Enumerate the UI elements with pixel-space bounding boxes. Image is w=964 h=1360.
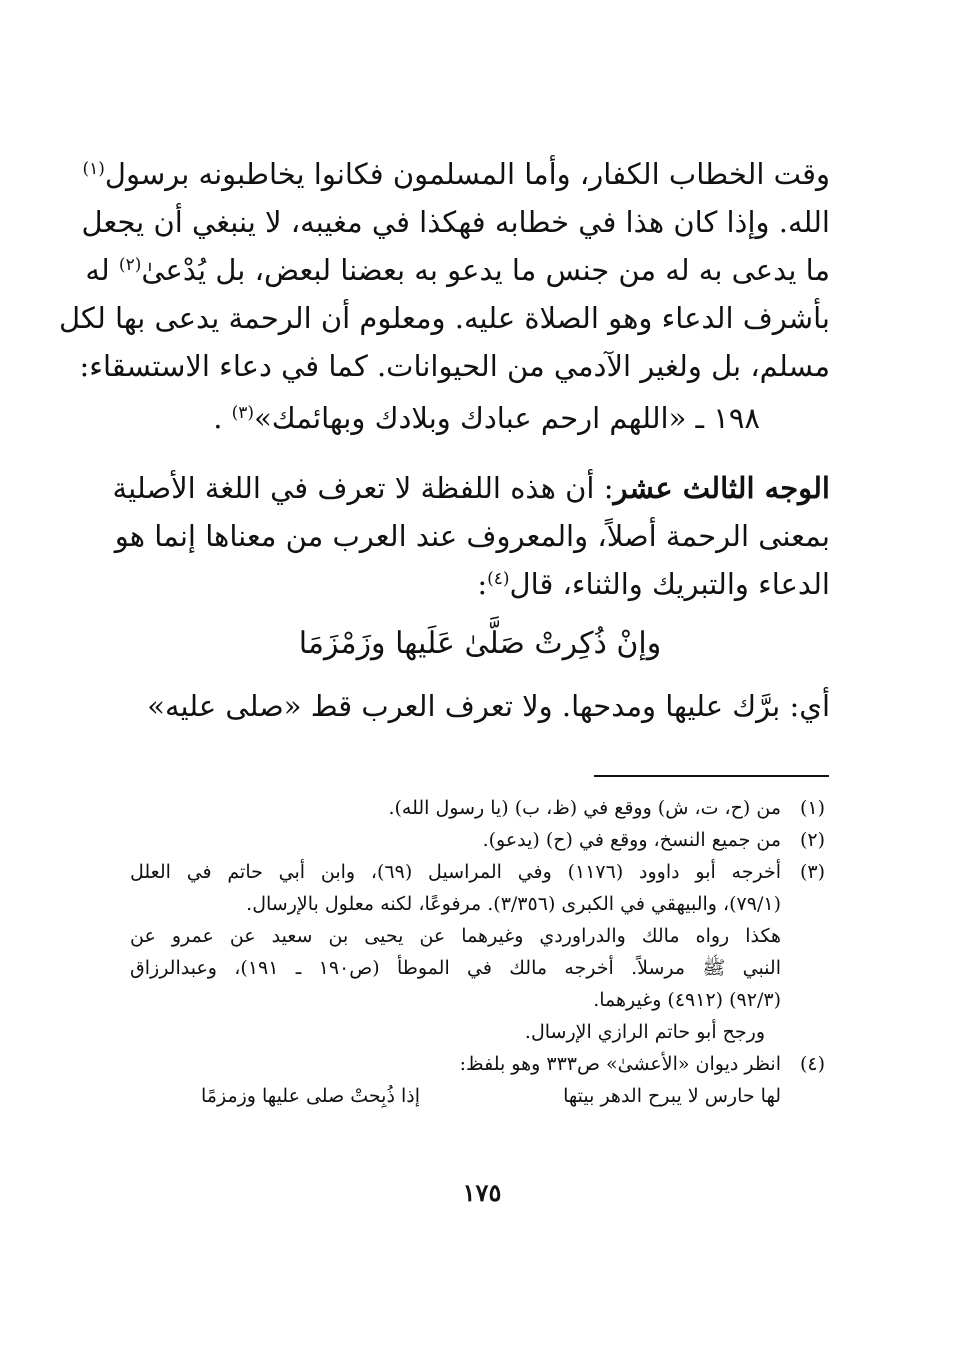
footnote-ref-2[interactable]: (٢) xyxy=(118,255,142,275)
text-segment: له xyxy=(85,253,110,287)
footnote-verse xyxy=(201,1080,781,1112)
paragraph-1-line-2: الله. وإذا كان هذا في خطابه فهكذا في مغيبه، لا ينبغي أن يجعل xyxy=(81,205,830,239)
footnote-line: (٧٩/١)، والبيهقي في الكبرى (٣/٣٥٦). مرفوعًا، لكنه معلول بالإرسال. xyxy=(246,893,781,915)
paragraph-1-line-3 xyxy=(85,246,830,294)
paragraph-2-line-2: بمعنى الرحمة أصلاً، والمعروف عند العرب من معناها إنما هو xyxy=(114,519,830,553)
footnote-number: (٣) xyxy=(799,861,825,883)
footnote-line: من (ح، ت، ش) ووقع في (ظ، ب) (يا رسول الله). xyxy=(388,797,781,819)
footnote-line: من جميع النسخ، ووقع في (ح) (يدعو). xyxy=(482,829,781,851)
footnote-line: هكذا رواه مالك والدراوردي وغيرهما عن يحيى بن سعيد عن عمرو عن xyxy=(130,925,781,947)
page-number: ١٧٥ xyxy=(462,1178,502,1207)
paragraph-2-line-1 xyxy=(112,464,830,512)
hadith-text: ١٩٨ ـ «اللهم ارحم عبادك وبلادك وبهائمك» xyxy=(254,401,760,435)
footnote-number: (٤) xyxy=(799,1053,825,1075)
footnote-number: (٢) xyxy=(799,829,825,851)
footnote-ref-1[interactable]: (١) xyxy=(82,159,105,179)
text-segment: : أن هذه اللفظة لا تعرف في اللغة الأصلية xyxy=(112,471,614,505)
hadith-198 xyxy=(130,394,830,442)
verse-hemistich-2: إذا ذُبِحتْ صلى عليها وزمزمًا xyxy=(201,1085,420,1107)
section-heading: الوجه الثالث عشر xyxy=(613,471,830,505)
paragraph-1-line-4: بأشرف الدعاء وهو الصلاة عليه. ومعلوم أن الرحمة يدعى بها لكل xyxy=(59,301,830,335)
footnote-1 xyxy=(130,792,825,824)
continuation-line: أي: برَّك عليها ومدحها. ولا تعرف العرب قط «صلى عليه» xyxy=(147,689,830,723)
text-segment: : xyxy=(477,567,488,601)
page-body xyxy=(59,150,830,730)
hadith-period: . xyxy=(213,401,223,435)
footnotes xyxy=(130,792,825,1112)
paragraph-1 xyxy=(59,150,830,390)
footnote-divider xyxy=(594,775,829,777)
footnote-2 xyxy=(130,824,825,856)
text-segment: الدعاء والتبريك والثناء، قال xyxy=(509,567,830,601)
footnote-ref-3[interactable]: (٣) xyxy=(231,403,255,423)
footnote-4 xyxy=(130,1048,825,1080)
footnote-number: (١) xyxy=(799,797,825,819)
paragraph-2 xyxy=(112,464,830,608)
paragraph-2-line-3 xyxy=(130,560,830,608)
footnote-line: انظر ديوان «الأعشىٰ» ص٣٣٣ وهو بلفظ: xyxy=(459,1053,781,1075)
paragraph-1-line-1 xyxy=(82,150,830,198)
paragraph-1-line-5: مسلم، بل ولغير الآدمي من الحيوانات. كما في دعاء الاستسقاء: xyxy=(79,349,830,383)
footnote-line: (٩٢/٣) (٤٩١٢) وغيرهما. xyxy=(593,989,781,1011)
text-segment: ما يدعى به له من جنس ما يدعو به بعضنا لبعض، بل يُدْعىٰ xyxy=(141,253,830,287)
text-segment: وقت الخطاب الكفار، وأما المسلمون فكانوا يخاطبونه برسول xyxy=(104,157,830,191)
footnote-line: النبي ﷺ مرسلاً. أخرجه مالك في الموطأ (ص١٩٠ ـ ١٩١)، وعبدالرزاق xyxy=(130,957,781,979)
footnote-ref-4[interactable]: (٤) xyxy=(487,569,510,589)
footnote-3 xyxy=(130,856,825,1048)
footnote-line: أخرجه أبو داوود (١١٧٦) وفي المراسيل (٦٩)، وابن أبي حاتم في العلل xyxy=(130,861,781,883)
poem-line: وإنْ ذُكِرتْ صَلَّىٰ عَلَيها وزَمْزَمَا xyxy=(298,626,662,661)
verse-hemistich-1: لها حارس لا يبرح الدهر بيتها xyxy=(563,1085,781,1107)
footnote-line: ورجح أبو حاتم الرازي الإرسال. xyxy=(524,1021,765,1043)
